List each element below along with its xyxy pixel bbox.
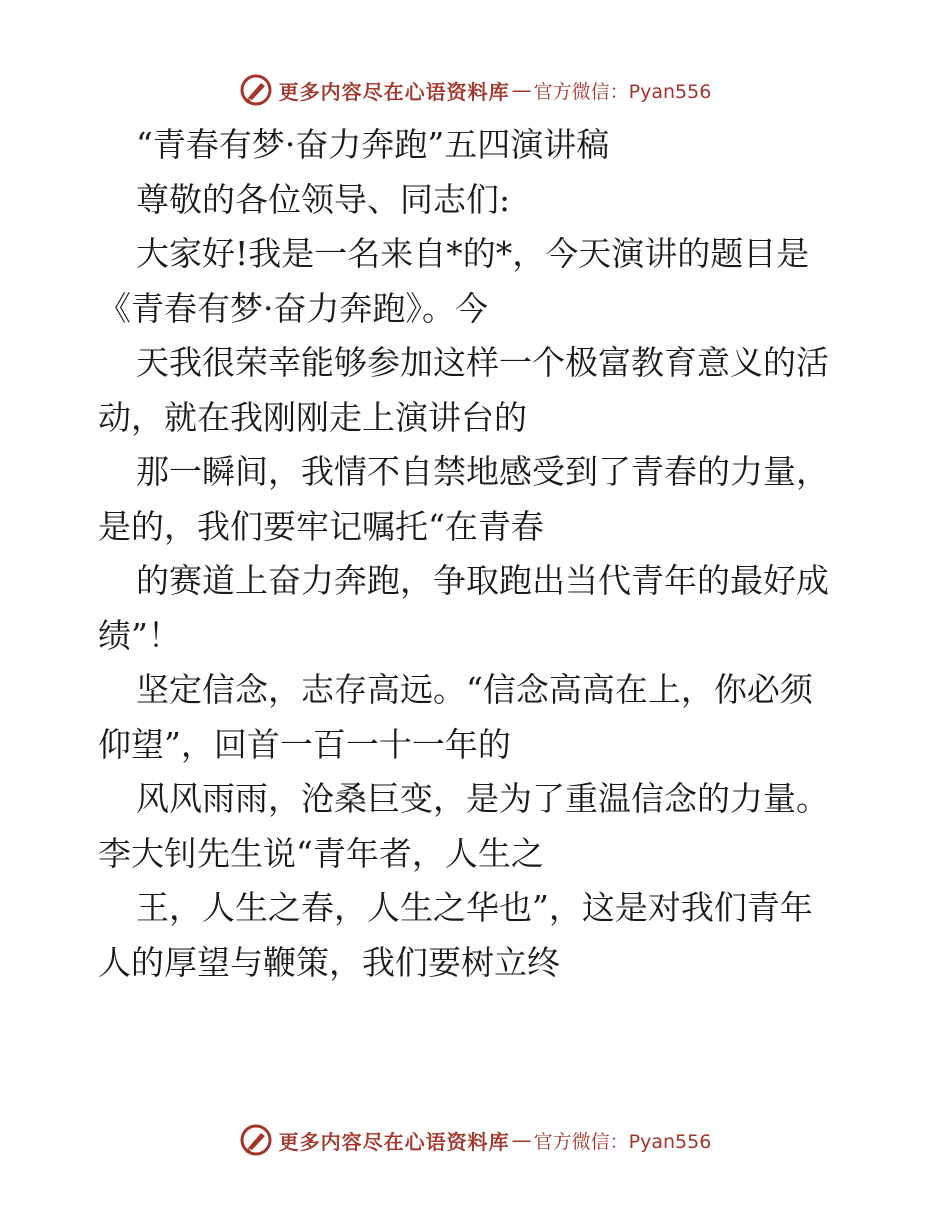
pen-logo-icon bbox=[239, 73, 273, 107]
paragraph-line: 绩”！ bbox=[98, 615, 181, 655]
wechat-contact: 官方微信：Pyan556 bbox=[533, 1130, 712, 1153]
paragraph-line: 动，就在我刚刚走上演讲台的 bbox=[98, 397, 527, 437]
paragraph-line: 的赛道上奋力奔跑，争取跑出当代青年的最好成 bbox=[136, 561, 829, 600]
wechat-contact: 官方微信：Pyan556 bbox=[533, 80, 712, 103]
document-body bbox=[98, 118, 858, 990]
paragraph-line: 《青春有梦·奋力奔跑》。今 bbox=[98, 288, 488, 328]
header-banner bbox=[0, 70, 950, 110]
paragraph-line: 仰望”，回首一百一十一年的 bbox=[98, 724, 511, 764]
banner-separator: — bbox=[511, 1128, 532, 1152]
pen-logo-icon bbox=[239, 1123, 273, 1157]
site-name: 更多内容尽在心语资料库 bbox=[278, 1129, 510, 1154]
salutation: 尊敬的各位领导、同志们: bbox=[136, 179, 511, 219]
paragraph-line: 坚定信念，志存高远。“信念高高在上，你必须 bbox=[136, 670, 813, 709]
paragraph-line: 李大钊先生说“青年者，人生之 bbox=[98, 833, 544, 873]
document-title: “青春有梦·奋力奔跑”五四演讲稿 bbox=[136, 125, 610, 164]
paragraph-line: 天我很荣幸能够参加这样一个极富教育意义的活 bbox=[136, 343, 829, 382]
paragraph-line: 王，人生之春，人生之华也”，这是对我们青年 bbox=[136, 888, 813, 927]
site-name: 更多内容尽在心语资料库 bbox=[278, 79, 510, 104]
paragraph-line: 风风雨雨，沧桑巨变，是为了重温信念的力量。 bbox=[136, 779, 829, 818]
paragraph-line: 大家好!我是一名来自*的*，今天演讲的题目是 bbox=[136, 234, 810, 273]
banner-separator: — bbox=[511, 78, 532, 102]
paragraph-line: 是的，我们要牢记嘱托“在青春 bbox=[98, 506, 544, 546]
footer-banner bbox=[0, 1120, 950, 1160]
paragraph-line: 那一瞬间，我情不自禁地感受到了青春的力量， bbox=[136, 452, 829, 491]
paragraph-line: 人的厚望与鞭策，我们要树立终 bbox=[98, 942, 560, 982]
